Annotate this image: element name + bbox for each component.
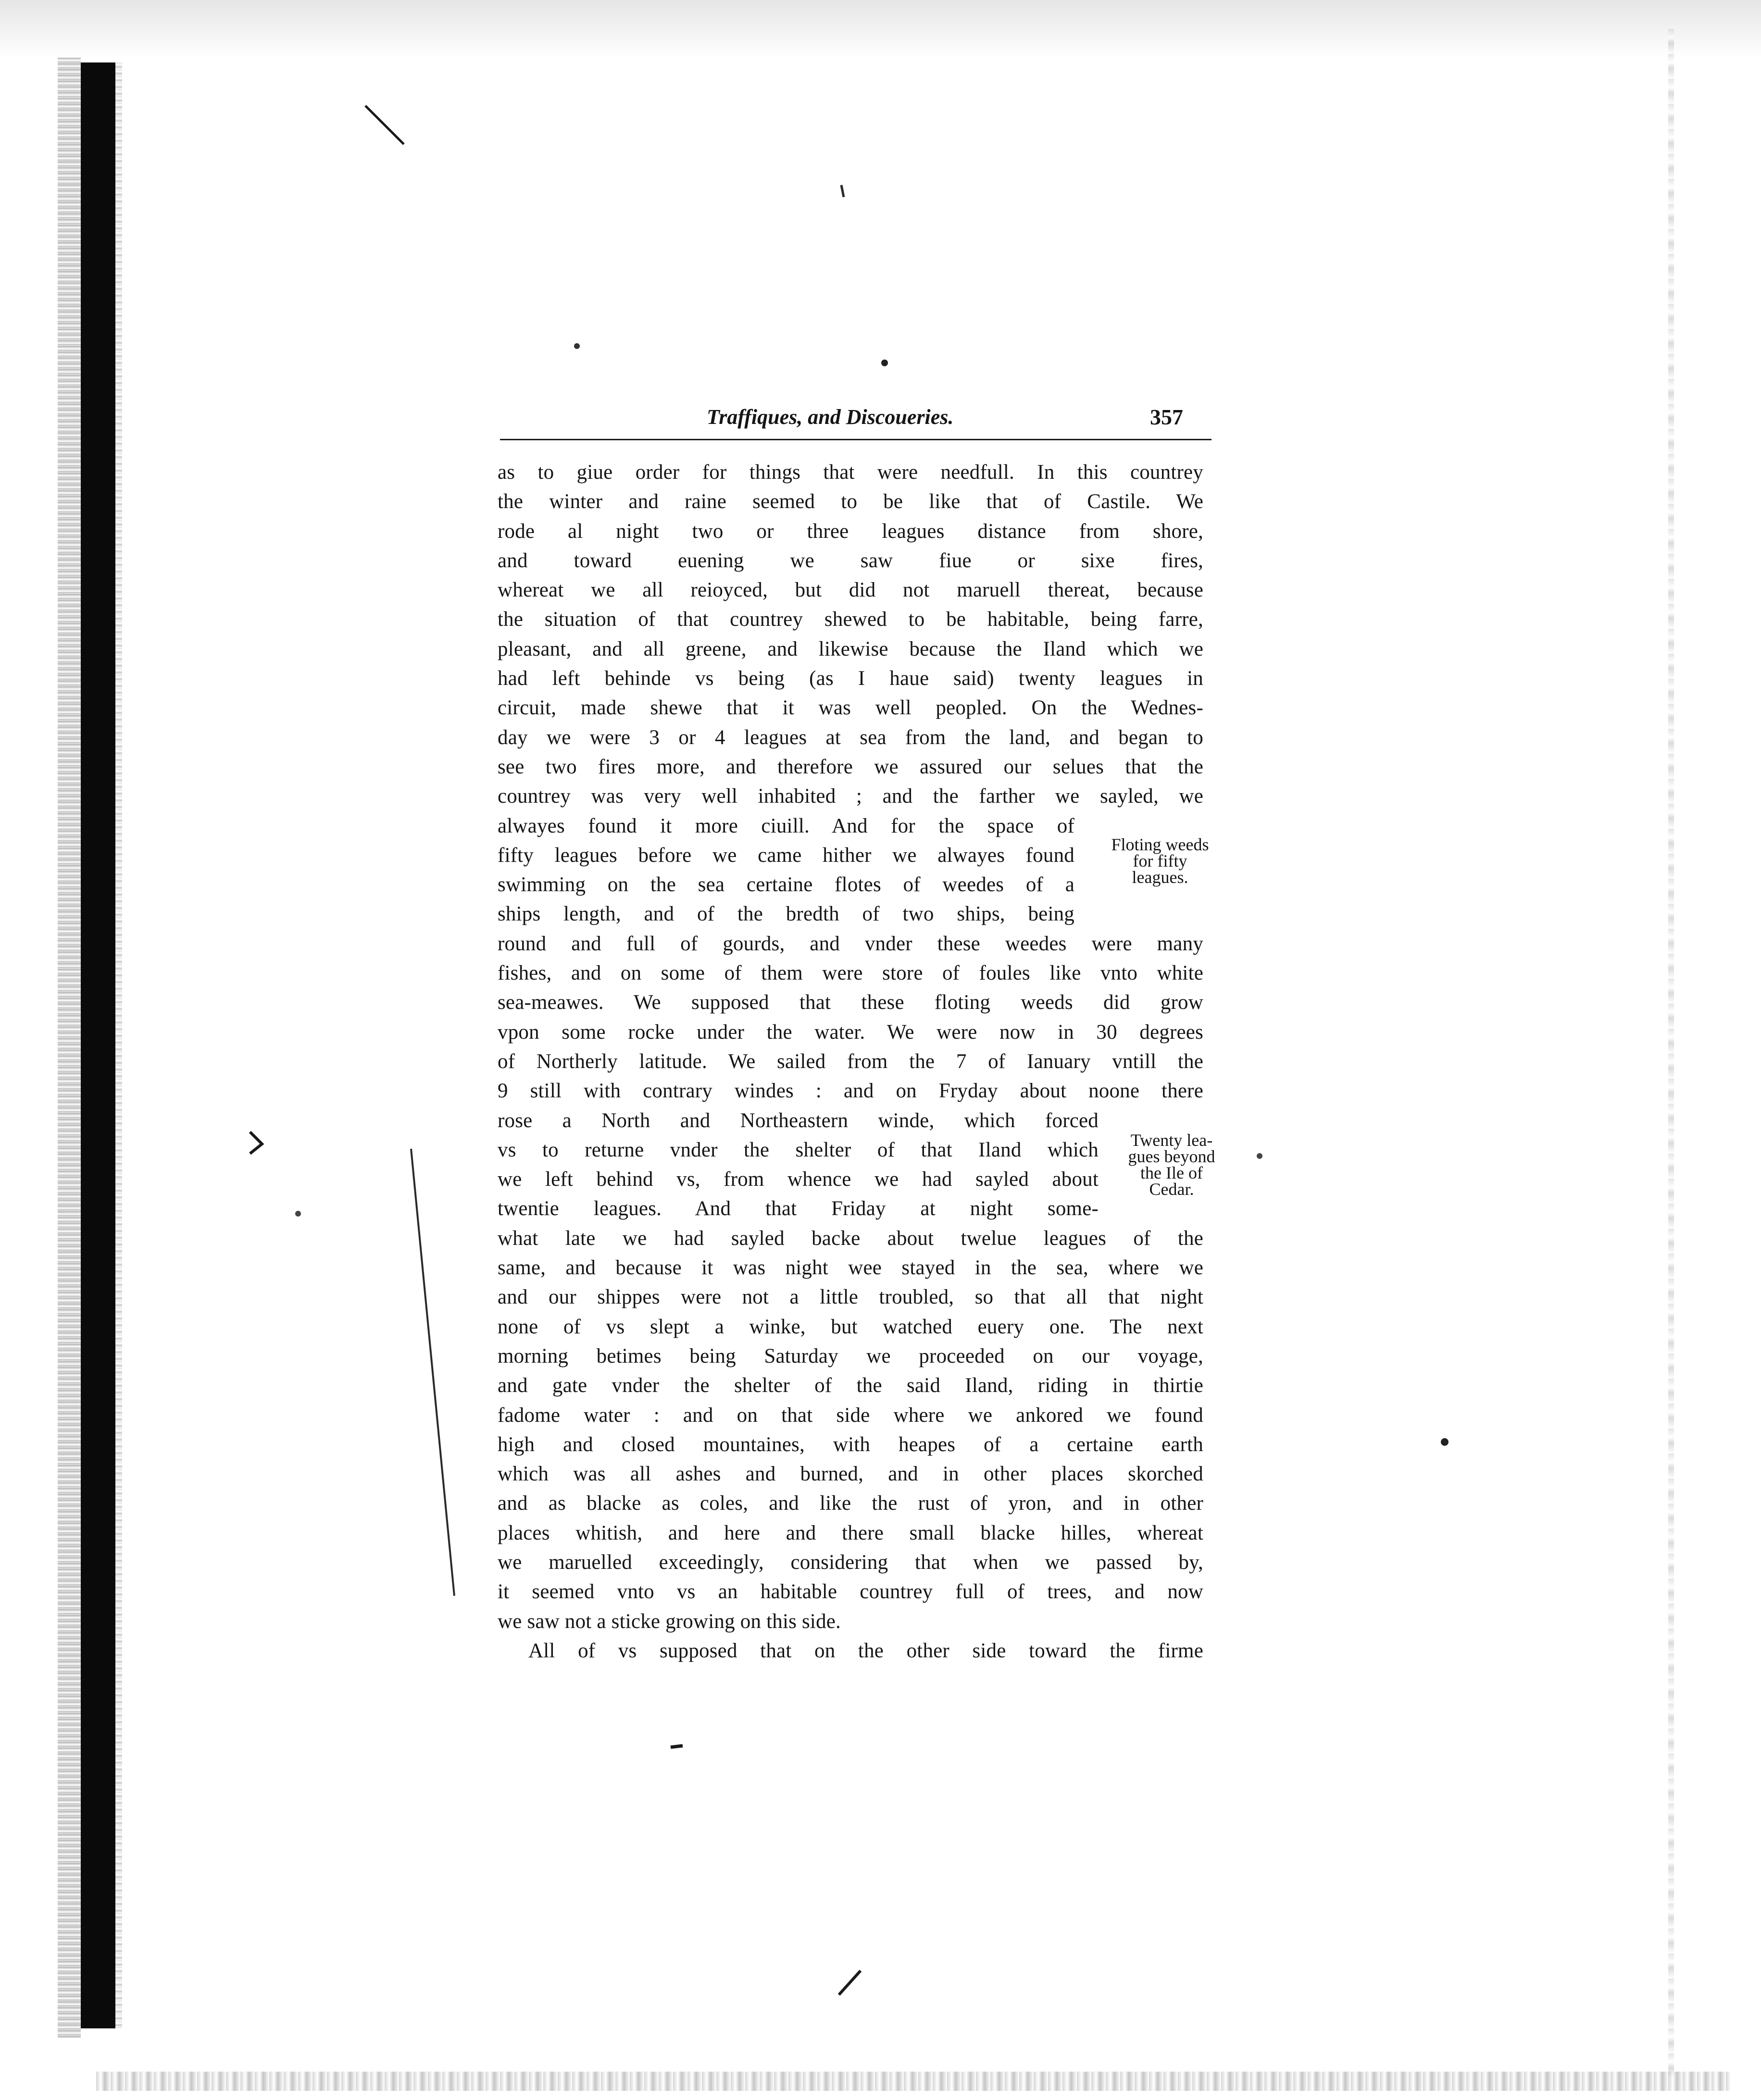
text-line: fadome water : and on that side where we ankored we found (498, 1404, 1203, 1427)
text-line: rode al night two or three leagues distance from shore, (498, 520, 1203, 543)
text-line: 9 still with contrary windes : and on Fryday about noone there (498, 1080, 1203, 1103)
marginal-note-line: leagues. (1132, 868, 1188, 887)
text-line: vpon some rocke under the water. We were now in 30 degrees (498, 1020, 1203, 1044)
text-line: places whitish, and here and there small blacke hilles, whereat (498, 1521, 1203, 1544)
text-line: and gate vnder the shelter of the said Iland, riding in thirtie (498, 1374, 1203, 1397)
marginal-note-line: the Ile of (1140, 1163, 1203, 1182)
speck (295, 1211, 301, 1217)
text-line: alwayes found it more ciuill. And for the space of (498, 814, 1074, 837)
text-line: swimming on the sea certaine flotes of weedes of a (498, 873, 1074, 896)
text-line: high and closed mountaines, with heapes of a certaine earth (498, 1433, 1203, 1456)
text-line: as to giue order for things that were needfull. In this countrey (498, 461, 1203, 484)
text-line: of Northerly latitude. We sailed from the 7 of Ianuary vntill the (498, 1050, 1203, 1073)
text-line: fifty leagues before we came hither we alwayes found (498, 844, 1074, 867)
text-line: vs to returne vnder the shelter of that Iland which (498, 1138, 1099, 1161)
ink-dot-right (1441, 1438, 1449, 1446)
marginal-note-floting-weeds (1081, 836, 1239, 885)
text-line: none of vs slept a winke, but watched euery one. The next (498, 1315, 1203, 1338)
marginal-note-line: gues beyond (1128, 1147, 1215, 1166)
marginal-note-line: Twenty lea- (1130, 1131, 1213, 1150)
text-line: we left behind vs, from whence we had sayled about (498, 1168, 1099, 1191)
text-line: same, and because it was night wee stayed in the sea, where we (498, 1256, 1203, 1280)
text-line: countrey was very well inhabited ; and the farther we sayled, we (498, 785, 1203, 808)
text-line: sea-meawes. We supposed that these floting weeds did grow (498, 991, 1203, 1014)
text-line: the winter and raine seemed to be like that of Castile. We (498, 490, 1203, 513)
text-line: the situation of that countrey shewed to be habitable, being farre, (498, 608, 1203, 631)
text-line: it seemed vnto vs an habitable countrey full of trees, and now (498, 1580, 1203, 1603)
text-line: and our shippes were not a little troubled, so that all that night (498, 1286, 1203, 1309)
body-text (498, 458, 1203, 1665)
header-rule (500, 439, 1211, 440)
page-number: 357 (1150, 405, 1183, 429)
text-line: which was all ashes and burned, and in other places skorched (498, 1463, 1203, 1486)
marginal-note-twenty-leagues (1092, 1132, 1251, 1197)
text-line: round and full of gourds, and vnder these weedes were many (498, 932, 1203, 955)
running-head-title: Traffiques, and Discoueries. (707, 405, 954, 429)
text-line: and toward euening we saw fiue or sixe fires, (498, 549, 1203, 572)
ink-smudge (671, 1746, 683, 1747)
margin-pencil-line (411, 1149, 454, 1596)
text-line: see two fires more, and therefore we assured our selues that the (498, 755, 1203, 778)
speck (574, 343, 580, 349)
text-line: morning betimes being Saturday we proceeded on our voyage, (498, 1344, 1203, 1367)
paragraph-start-line: All of vs supposed that on the other side toward the firme (528, 1639, 1203, 1662)
speck (1257, 1153, 1262, 1159)
marginal-note-line: for fifty (1133, 851, 1187, 870)
pen-mark-dash (841, 185, 844, 197)
pen-mark-bottom (839, 1971, 861, 1995)
text-line: pleasant, and all greene, and likewise because the Iland which we (498, 637, 1203, 660)
text-line: circuit, made shewe that it was well peopled. On the Wednes- (498, 696, 1203, 720)
text-line: rose a North and Northeastern winde, which forced (498, 1109, 1099, 1132)
text-line: ships length, and of the bredth of two ships, being (498, 903, 1074, 926)
paragraph-end-line: we saw not a sticke growing on this side. (498, 1610, 841, 1633)
marginal-note-line: Floting weeds (1111, 835, 1209, 854)
text-line: day we were 3 or 4 leagues at sea from the land, and began to (498, 726, 1203, 749)
text-line: we maruelled exceedingly, considering that when we passed by, (498, 1551, 1203, 1574)
ink-dot (881, 360, 888, 366)
text-line: had left behinde vs being (as I haue said) twenty leagues in (498, 667, 1203, 690)
pen-mark-top (365, 106, 404, 144)
text-line: whereat we all reioyced, but did not maruell thereat, because (498, 579, 1203, 602)
text-line: and as blacke as coles, and like the rust of yron, and in other (498, 1492, 1203, 1515)
text-line: what late we had sayled backe about twelue leagues of the (498, 1227, 1203, 1250)
margin-bracket-mark (250, 1132, 262, 1154)
text-line: twentie leagues. And that Friday at night some- (498, 1197, 1099, 1220)
marginal-note-line: Cedar. (1149, 1180, 1194, 1199)
text-line: fishes, and on some of them were store of foules like vnto white (498, 962, 1203, 985)
